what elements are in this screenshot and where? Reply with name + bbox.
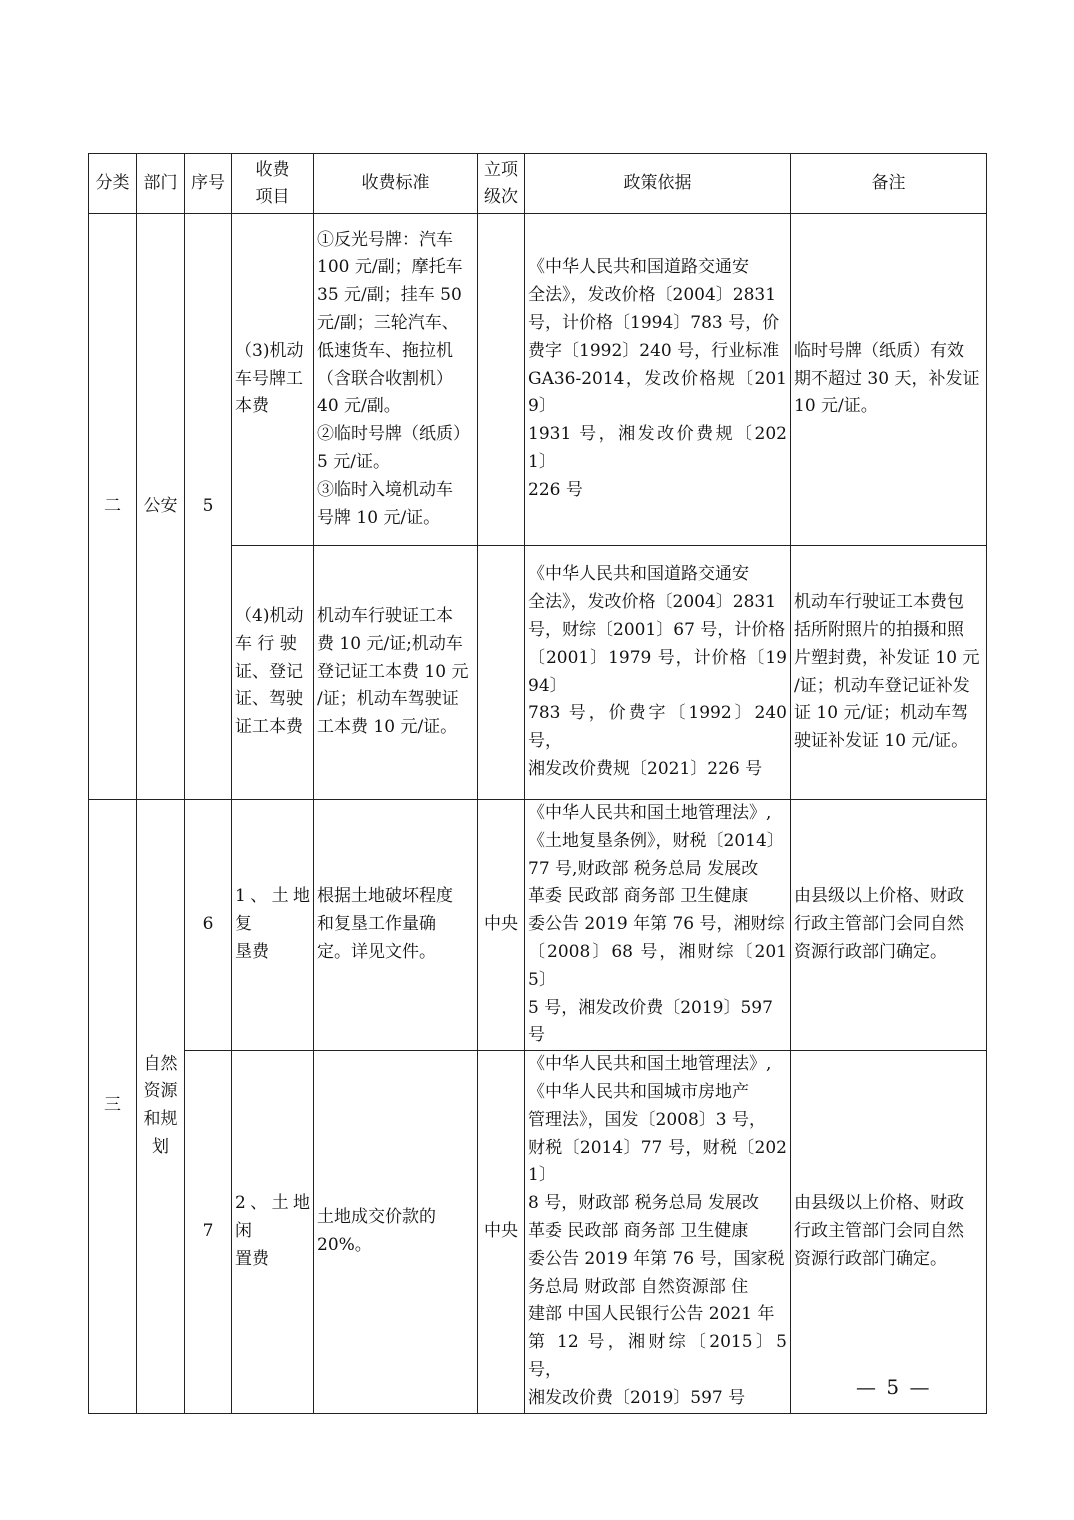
- header-serial: 序号: [185, 154, 232, 214]
- item-cell: （3)机动 车号牌工 本费: [232, 214, 314, 546]
- table-row: [89, 1051, 987, 1413]
- item-cell: （4)机动 车 行 驶 证、登记 证、驾驶 证工本费: [232, 546, 314, 800]
- standard-cell: 根据土地破坏程度 和复垦工作量确 定。详见文件。: [314, 800, 478, 1051]
- basis-cell: 《中华人民共和国土地管理法》, 《土地复垦条例》，财税〔2014〕 77 号,财政部 税务总局 发展改 革委 民政部 商务部 卫生健康 委公告 2019 年第 76 号，湘财综 〔2008〕68 号，湘财综〔2015〕 5 号，湘发改价费〔2019〕597 号: [525, 800, 791, 1051]
- standard-cell: 机动车行驶证工本 费 10 元/证;机动车 登记证工本费 10 元 /证；机动车驾驶证 工本费 10 元/证。: [314, 546, 478, 800]
- category-cell: 三: [89, 800, 137, 1414]
- level-cell: [478, 546, 525, 800]
- header-item: 收费 项目: [232, 154, 314, 214]
- table-row: [89, 800, 987, 1051]
- note-cell: 临时号牌（纸质）有效 期不超过 30 天，补发证 10 元/证。: [791, 214, 987, 546]
- header-standard: 收费标准: [314, 154, 478, 214]
- serial-cell: 6: [185, 800, 232, 1051]
- item-cell: 2、土地闲 置费: [232, 1051, 314, 1413]
- standard-cell: 土地成交价款的 20%。: [314, 1051, 478, 1413]
- level-cell: [478, 214, 525, 546]
- header-level: 立项 级次: [478, 154, 525, 214]
- basis-cell: 《中华人民共和国道路交通安 全法》，发改价格〔2004〕2831 号，财综〔2001〕67 号，计价格 〔2001〕1979 号，计价格〔1994〕 783 号，价费字〔1992〕240 号， 湘发改价费规〔2021〕226 号: [525, 546, 791, 800]
- basis-cell: 《中华人民共和国土地管理法》, 《中华人民共和国城市房地产 管理法》，国发〔2008〕3 号， 财税〔2014〕77 号，财税〔2021〕 8 号，财政部 税务总局 发展改 革委 民政部 商务部 卫生健康 委公告 2019 年第 76 号，国家税 务总局 财政部 自然资源部 住 建部 中国人民银行公告 2021 年 第 12 号，湘财综〔2015〕5 号， 湘发改价费〔2019〕597 号: [525, 1051, 791, 1413]
- table-row: [89, 214, 987, 546]
- note-cell: 由县级以上价格、财政 行政主管部门会同自然 资源行政部门确定。: [791, 1051, 987, 1413]
- serial-cell: 7: [185, 1051, 232, 1413]
- header-category: 分类: [89, 154, 137, 214]
- fee-table: [88, 153, 987, 1414]
- department-cell: 自然 资源 和规 划: [137, 800, 185, 1414]
- header-department: 部门: [137, 154, 185, 214]
- department-cell: 公安: [137, 214, 185, 800]
- basis-cell: 《中华人民共和国道路交通安 全法》，发改价格〔2004〕2831 号，计价格〔1994〕783 号，价 费字〔1992〕240 号，行业标准 GA36-2014，发改价格规〔2019〕 1931 号，湘发改价费规〔2021〕 226 号: [525, 214, 791, 546]
- page-number: — 5 —: [856, 1375, 932, 1399]
- note-cell: 机动车行驶证工本费包 括所附照片的拍摄和照 片塑封费，补发证 10 元 /证；机动车登记证补发 证 10 元/证；机动车驾 驶证补发证 10 元/证。: [791, 546, 987, 800]
- level-cell: 中央: [478, 800, 525, 1051]
- category-cell: 二: [89, 214, 137, 800]
- level-cell: 中央: [478, 1051, 525, 1413]
- item-cell: 1、土地复 垦费: [232, 800, 314, 1051]
- serial-cell: 5: [185, 214, 232, 800]
- note-cell: 由县级以上价格、财政 行政主管部门会同自然 资源行政部门确定。: [791, 800, 987, 1051]
- header-basis: 政策依据: [525, 154, 791, 214]
- standard-cell: ①反光号牌：汽车 100 元/副；摩托车 35 元/副；挂车 50 元/副；三轮汽车、 低速货车、拖拉机 （含联合收割机） 40 元/副。 ②临时号牌（纸质） 5 元/证。 ③临时入境机动车 号牌 10 元/证。: [314, 214, 478, 546]
- header-row: [89, 154, 987, 214]
- header-note: 备注: [791, 154, 987, 214]
